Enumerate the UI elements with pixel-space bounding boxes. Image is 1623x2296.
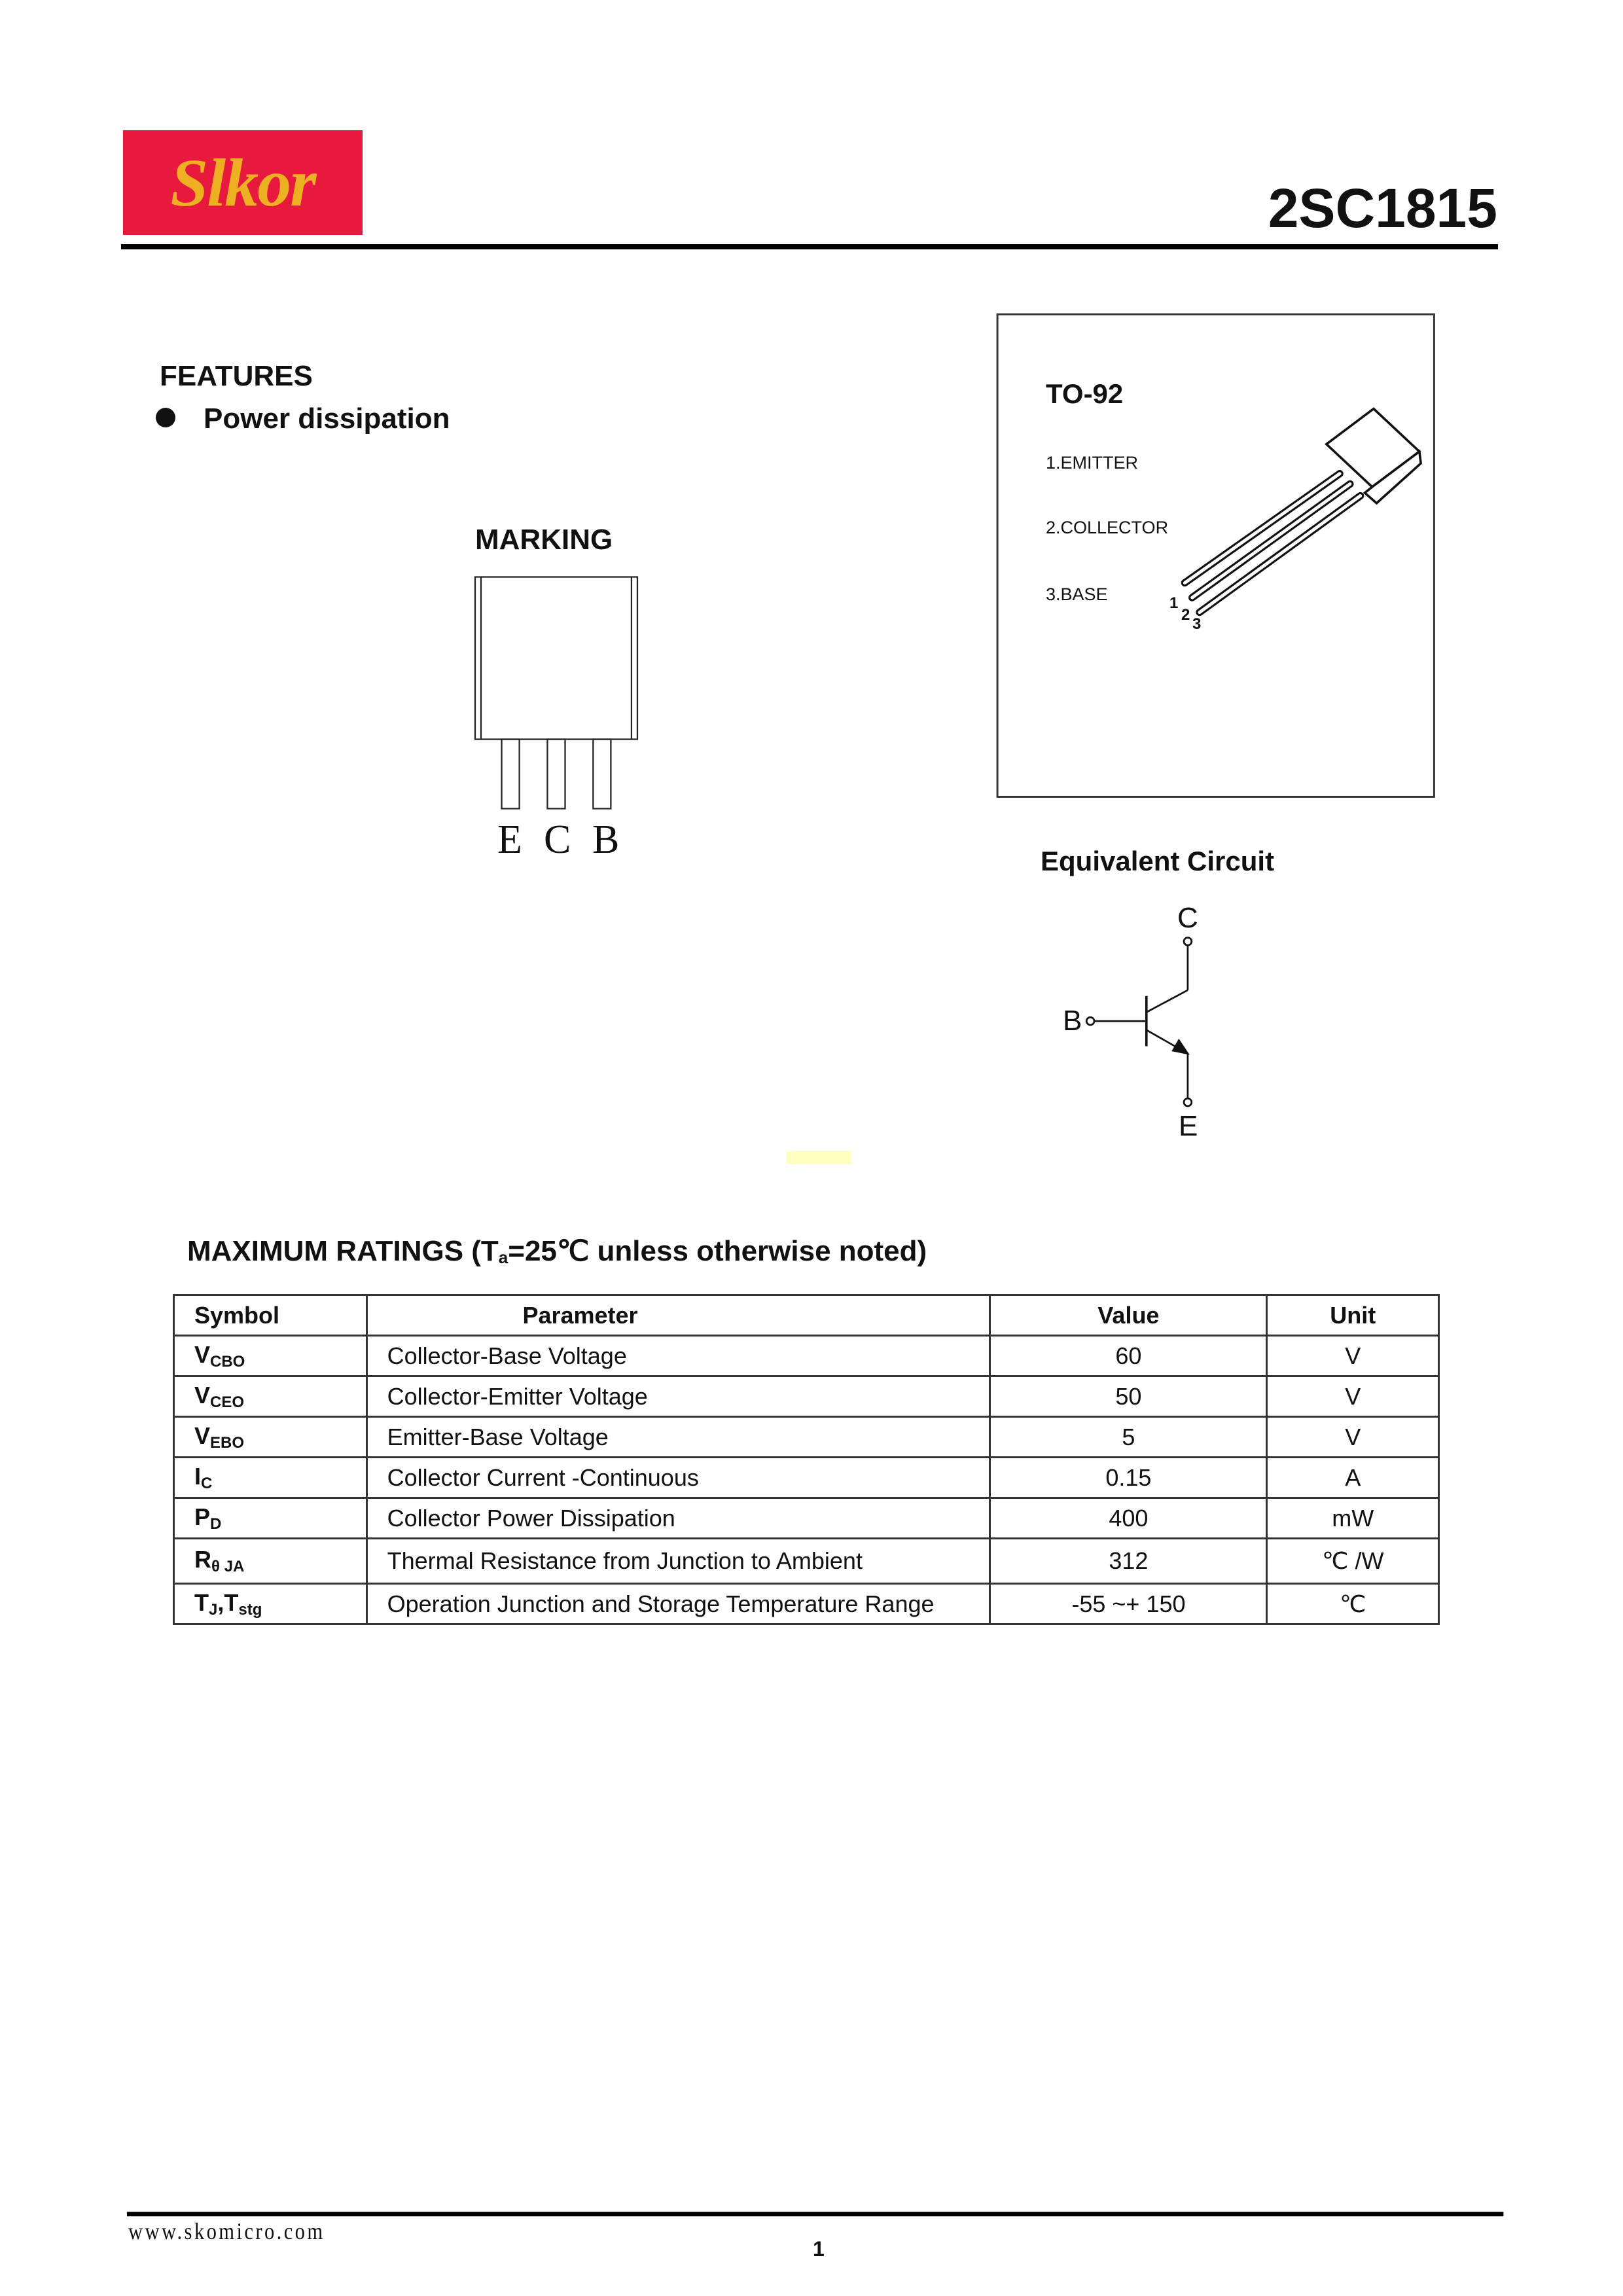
symbol-cell (174, 1336, 367, 1376)
table-row (174, 1539, 1439, 1584)
header-unit: Unit (1267, 1295, 1439, 1336)
symbol: V (194, 1340, 211, 1368)
symbol: I (194, 1462, 202, 1490)
page-number: 1 (813, 2237, 825, 2261)
symbol-cell (174, 1376, 367, 1417)
header-symbol: Symbol (174, 1295, 367, 1336)
equivalent-circuit-heading: Equivalent Circuit (1041, 846, 1275, 876)
value-cell: 312 (990, 1539, 1267, 1584)
marking-pin-c: C (544, 817, 571, 862)
symbol-cell (174, 1417, 367, 1458)
value-cell: 60 (990, 1336, 1267, 1376)
parameter-cell: Collector Current -Continuous (366, 1458, 990, 1498)
symbol-subscript: J (209, 1600, 218, 1619)
footer-website: www.skomicro.com (128, 2218, 325, 2244)
ratings-title-sub: a (498, 1247, 508, 1267)
maximum-ratings-table (173, 1294, 1440, 1625)
emitter-label: E (1179, 1110, 1198, 1142)
table-row (174, 1584, 1439, 1624)
unit-cell: A (1267, 1458, 1439, 1498)
lead-number-3: 3 (1192, 615, 1202, 633)
value-cell: 400 (990, 1498, 1267, 1539)
pin-label-emitter: 1.EMITTER (1046, 453, 1139, 473)
symbol-subscript: EBO (210, 1433, 245, 1452)
maximum-ratings-heading (187, 1234, 927, 1268)
symbol-cell (174, 1584, 367, 1624)
pin-label-base: 3.BASE (1046, 584, 1108, 604)
table-row (174, 1498, 1439, 1539)
symbol-cell (174, 1539, 367, 1584)
package-title: TO-92 (1046, 378, 1124, 409)
watermark (787, 1151, 851, 1164)
symbol: ,T (217, 1588, 239, 1616)
header-value: Value (990, 1295, 1267, 1336)
parameter-cell: Thermal Resistance from Junction to Ambient (366, 1539, 990, 1584)
ratings-title-text: MAXIMUM RATINGS (T (187, 1235, 499, 1267)
unit-cell: ℃ /W (1267, 1539, 1439, 1584)
parameter-cell: Emitter-Base Voltage (366, 1417, 990, 1458)
value-cell: 50 (990, 1376, 1267, 1417)
symbol: P (194, 1503, 211, 1530)
table-row (174, 1376, 1439, 1417)
unit-cell: mW (1267, 1498, 1439, 1539)
collector-label: C (1177, 902, 1198, 934)
table-row (174, 1336, 1439, 1376)
value-cell: -55 ~+ 150 (990, 1584, 1267, 1624)
unit-cell: ℃ (1267, 1584, 1439, 1624)
symbol-subscript: CBO (210, 1352, 245, 1371)
symbol-subscript: θ JA (211, 1558, 245, 1575)
parameter-cell: Collector-Emitter Voltage (366, 1376, 990, 1417)
symbol-subscript: C (201, 1474, 213, 1492)
feature-item: Power dissipation (204, 403, 450, 435)
table-header-row (174, 1295, 1439, 1336)
marking-pin-e: E (497, 817, 522, 862)
marking-heading: MARKING (475, 524, 613, 556)
marking-package-drawing (475, 577, 637, 809)
features-heading: FEATURES (160, 360, 313, 392)
value-cell: 0.15 (990, 1458, 1267, 1498)
brand-logo-text: Slkor (170, 145, 315, 221)
symbol: R (194, 1546, 211, 1573)
unit-cell: V (1267, 1376, 1439, 1417)
symbol: T (194, 1588, 209, 1616)
symbol-subscript: CEO (210, 1393, 245, 1411)
table-row (174, 1458, 1439, 1498)
marking-pin-b: B (592, 817, 620, 862)
unit-cell: V (1267, 1417, 1439, 1458)
table-row (174, 1417, 1439, 1458)
header-parameter: Parameter (366, 1295, 990, 1336)
parameter-cell: Collector-Base Voltage (366, 1336, 990, 1376)
lead-number-1: 1 (1169, 594, 1179, 612)
part-number-title: 2SC1815 (1268, 177, 1497, 239)
footer-rule (127, 2212, 1503, 2216)
equivalent-circuit-symbol (1086, 938, 1192, 1106)
symbol-subscript: D (210, 1515, 222, 1533)
symbol: V (194, 1422, 211, 1449)
base-label: B (1063, 1005, 1082, 1037)
lead-number-2: 2 (1181, 606, 1190, 624)
pin-label-collector: 2.COLLECTOR (1046, 518, 1169, 537)
ratings-title-text-2: =25℃ unless otherwise noted) (508, 1235, 927, 1267)
symbol-cell (174, 1458, 367, 1498)
unit-cell: V (1267, 1336, 1439, 1376)
symbol-subscript: stg (238, 1600, 262, 1619)
symbol: V (194, 1381, 211, 1408)
value-cell: 5 (990, 1417, 1267, 1458)
parameter-cell: Operation Junction and Storage Temperature Range (366, 1584, 990, 1624)
to92-transistor-drawing (1185, 408, 1421, 612)
parameter-cell: Collector Power Dissipation (366, 1498, 990, 1539)
symbol-cell (174, 1498, 367, 1539)
